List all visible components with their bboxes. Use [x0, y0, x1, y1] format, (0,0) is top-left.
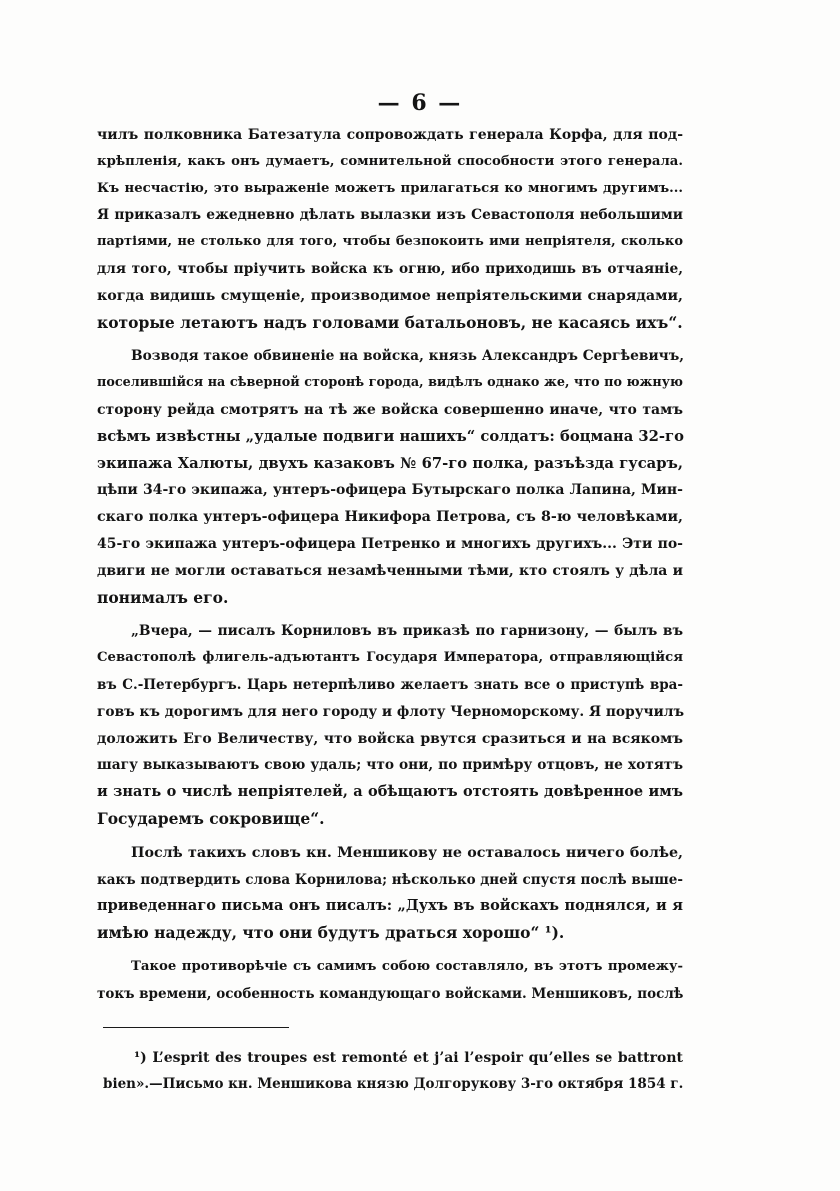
text-line: экипажа Халюты, двухъ казаковъ № 67-го полка, разъѣзда гусаръ, [97, 454, 683, 472]
text-line: всѣмъ извѣстны „удалые подвиги нашихъ“ солдатъ: боцмана 32-го [97, 427, 684, 445]
text-line: когда видишь смущеніе, производимое непріятельскими снарядами, [97, 287, 683, 304]
footnote-line: bien».—Письмо кн. Меншикова князю Долгорукову 3-го октября 1854 г. [103, 1076, 684, 1092]
body-text [97, 122, 683, 1008]
text-line: чилъ полковника Батезатула сопровождать генерала Корфа, для под- [97, 127, 683, 143]
paragraph-1 [97, 122, 683, 336]
text-line: двиги не могли оставаться незамѣченными тѣми, кто стоялъ у дѣла и [97, 562, 683, 579]
text-line: поселившійся на сѣверной сторонѣ города, видѣлъ однако же, что по южную [97, 375, 683, 391]
text-line: цѣпи 34-го экипажа, унтеръ-офицера Бутырскаго полка Лапина, Мин- [97, 482, 683, 499]
text-line: Къ несчастію, это выраженіе можетъ прилагаться ко многимъ другимъ... [97, 180, 683, 196]
text-line: для того, чтобы пріучить войска къ огню, ибо приходишь въ отчаяніе, [97, 260, 683, 277]
text-line: которые летаютъ надъ головами батальоновъ, не касаясь ихъ“. [97, 312, 683, 332]
text-line: шагу выказываютъ свою удаль; что они, по примѣру отцовъ, не хотятъ [97, 757, 683, 774]
text-line: токъ времени, особенность командующаго войсками. Меншиковъ, послѣ [97, 985, 684, 1002]
text-line: Такое противорѣчіе съ самимъ собою составляло, въ этотъ промежу- [131, 958, 683, 974]
text-line: въ С.-Петербургъ. Царь нетерпѣливо желаетъ знать все о приступѣ вра- [97, 676, 683, 693]
text-line: понималъ его. [97, 587, 229, 607]
text-line: „Вчера, — писалъ Корниловъ въ приказѣ по гарнизону, — былъ въ [131, 623, 683, 640]
text-line: приведеннаго письма онъ писалъ: „Духъ въ войскахъ поднялся, и я [97, 897, 683, 915]
page-number: — 6 — [377, 90, 463, 116]
text-line: Государемъ сокровище“. [97, 808, 325, 828]
footnotes [103, 1045, 683, 1097]
text-line: Севастополѣ флигель-адъютантъ Государя Императора, отправляющійся [97, 650, 683, 666]
paragraph-5 [97, 954, 683, 1008]
text-line: Послѣ такихъ словъ кн. Меншикову не оставалось ничего болѣе, [131, 844, 683, 861]
text-line: говъ къ дорогимъ для него городу и флоту Черноморскому. Я поручилъ [97, 703, 685, 720]
text-line: скаго полка унтеръ-офицера Никифора Петрова, съ 8-ю человѣками, [97, 509, 683, 526]
paragraph-4 [97, 840, 683, 947]
text-line: партіями, не столько для того, чтобы безпокоить ими непріятеля, сколько [97, 234, 683, 250]
text-line: Я приказалъ ежедневно дѣлать вылазки изъ Севастополя небольшими [97, 207, 683, 224]
text-line: крѣпленія, какъ онъ думаетъ, сомнительной способности этого генерала. [97, 153, 683, 169]
text-line: сторону рейда смотрятъ на тѣ же войска совершенно иначе, что тамъ [97, 401, 683, 418]
text-line: имѣю надежду, что они будутъ драться хорошо“ ¹). [97, 923, 565, 943]
text-line: доложить Его Величеству, что войска рвутся сразиться и на всякомъ [97, 730, 683, 747]
text-line: Возводя такое обвиненіе на войска, князь Александръ Сергѣевичъ, [131, 348, 685, 365]
text-line: и знать о числѣ непріятелей, а обѣщаютъ отстоять довѣренное имъ [97, 783, 683, 801]
paragraph-2 [97, 343, 683, 611]
text-line: 45-го экипажа унтеръ-офицера Петренко и многихъ другихъ... Эти по- [97, 535, 683, 552]
footnote-line: ¹) L’esprit des troupes est remonté et j’ai l’espoir qu’elles se battront [134, 1050, 683, 1066]
text-line: какъ подтвердить слова Корнилова; нѣсколько дней спустя послѣ выше- [97, 871, 683, 888]
footnote-divider [103, 1027, 289, 1028]
paragraph-3 [97, 618, 683, 832]
